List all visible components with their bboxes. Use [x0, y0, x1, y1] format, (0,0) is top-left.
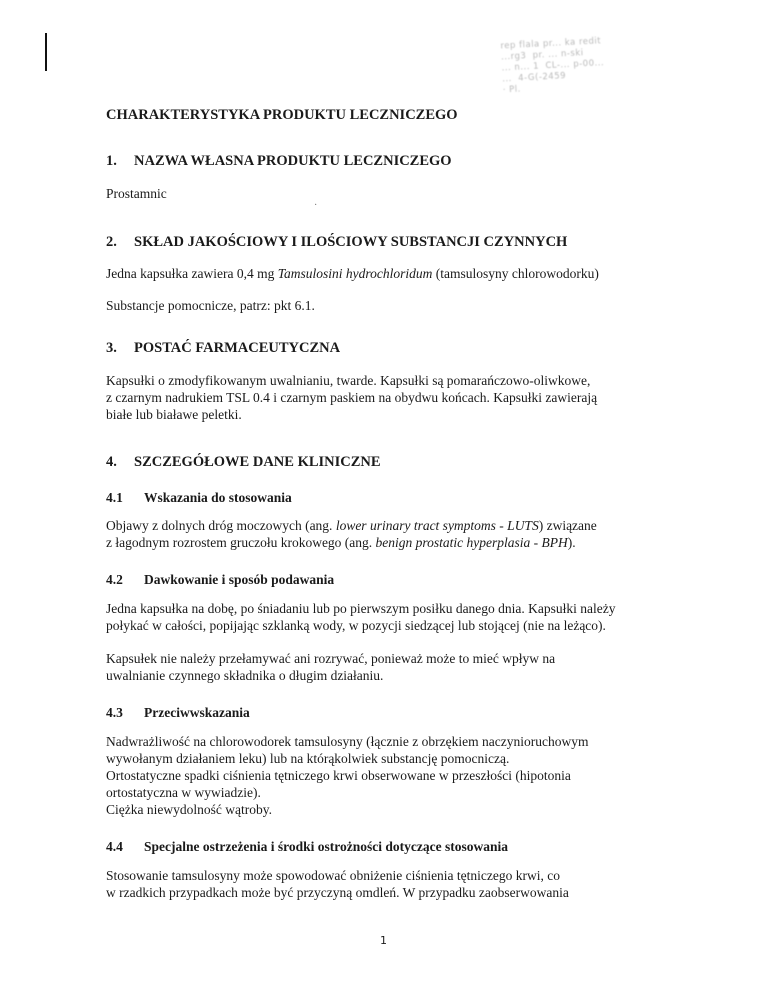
- contraindication-line-2: wywołanym działaniem leku) lub na którąkolwiek substancję pomocniczą.: [106, 751, 510, 766]
- warning-line-2: w rzadkich przypadkach może być przyczyną omdleń. W przypadku zaobserwowania: [106, 885, 569, 900]
- scan-speck: ·: [314, 200, 318, 211]
- form-line-1: Kapsułki o zmodyfikowanym uwalnianiu, twarde. Kapsułki są pomarańczowo-oliwkowe,: [106, 373, 591, 388]
- received-stamp: rep flala pr... ka redit ...rg3 pr. ... n-ski ... n... 1 CL-... p-00... ... 4-G(-2459 · Pl.: [500, 36, 605, 96]
- product-name: Prostamnic: [106, 186, 167, 201]
- contraindication-line-3: Ortostatyczne spadki ciśnienia tętniczego krwi obserwowane w przeszłości (hipotonia: [106, 768, 571, 783]
- margin-mark: [45, 33, 47, 71]
- page-number: 1: [380, 934, 387, 947]
- indication-line-2: z łagodnym rozrostem gruczołu krokowego (ang. benign prostatic hyperplasia - BPH).: [106, 535, 576, 550]
- contraindication-line-5: Ciężka niewydolność wątroby.: [106, 802, 272, 817]
- form-line-2: z czarnym nadrukiem TSL 0.4 i czarnym paskiem na obydwu końcach. Kapsułki zawierają: [106, 390, 598, 405]
- contraindication-line-4: ortostatyczna w wywiadzie).: [106, 785, 261, 800]
- dosage-line-2: połykać w całości, popijając szklanką wody, w pozycji siedzącej lub stojącej (nie na leżąco).: [106, 618, 606, 633]
- dosage-line-4: uwalnianie czynnego składnika o długim działaniu.: [106, 668, 384, 683]
- dosage-line-1: Jedna kapsułka na dobę, po śniadaniu lub po pierwszym posiłku danego dnia. Kapsułki należy: [106, 601, 616, 616]
- warning-line-1: Stosowanie tamsulosyny może spowodować obniżenie ciśnienia tętniczego krwi, co: [106, 868, 561, 883]
- indication-line-1: Objawy z dolnych dróg moczowych (ang. lower urinary tract symptoms - LUTS) związane: [106, 518, 597, 533]
- contraindication-line-1: Nadwrażliwość na chlorowodorek tamsulosyny (łącznie z obrzękiem naczynioruchowym: [106, 734, 589, 749]
- form-line-3: białe lub białawe peletki.: [106, 407, 242, 422]
- excipients-text: Substancje pomocnicze, patrz: pkt 6.1.: [106, 298, 315, 313]
- document-title: CHARAKTERYSTYKA PRODUKTU LECZNICZEGO: [106, 107, 458, 123]
- dosage-line-3: Kapsułek nie należy przełamywać ani rozrywać, ponieważ może to mieć wpływ na: [106, 651, 556, 666]
- composition-text: Jedna kapsułka zawiera 0,4 mg Tamsulosini hydrochloridum (tamsulosyny chlorowodorku): [106, 266, 599, 281]
